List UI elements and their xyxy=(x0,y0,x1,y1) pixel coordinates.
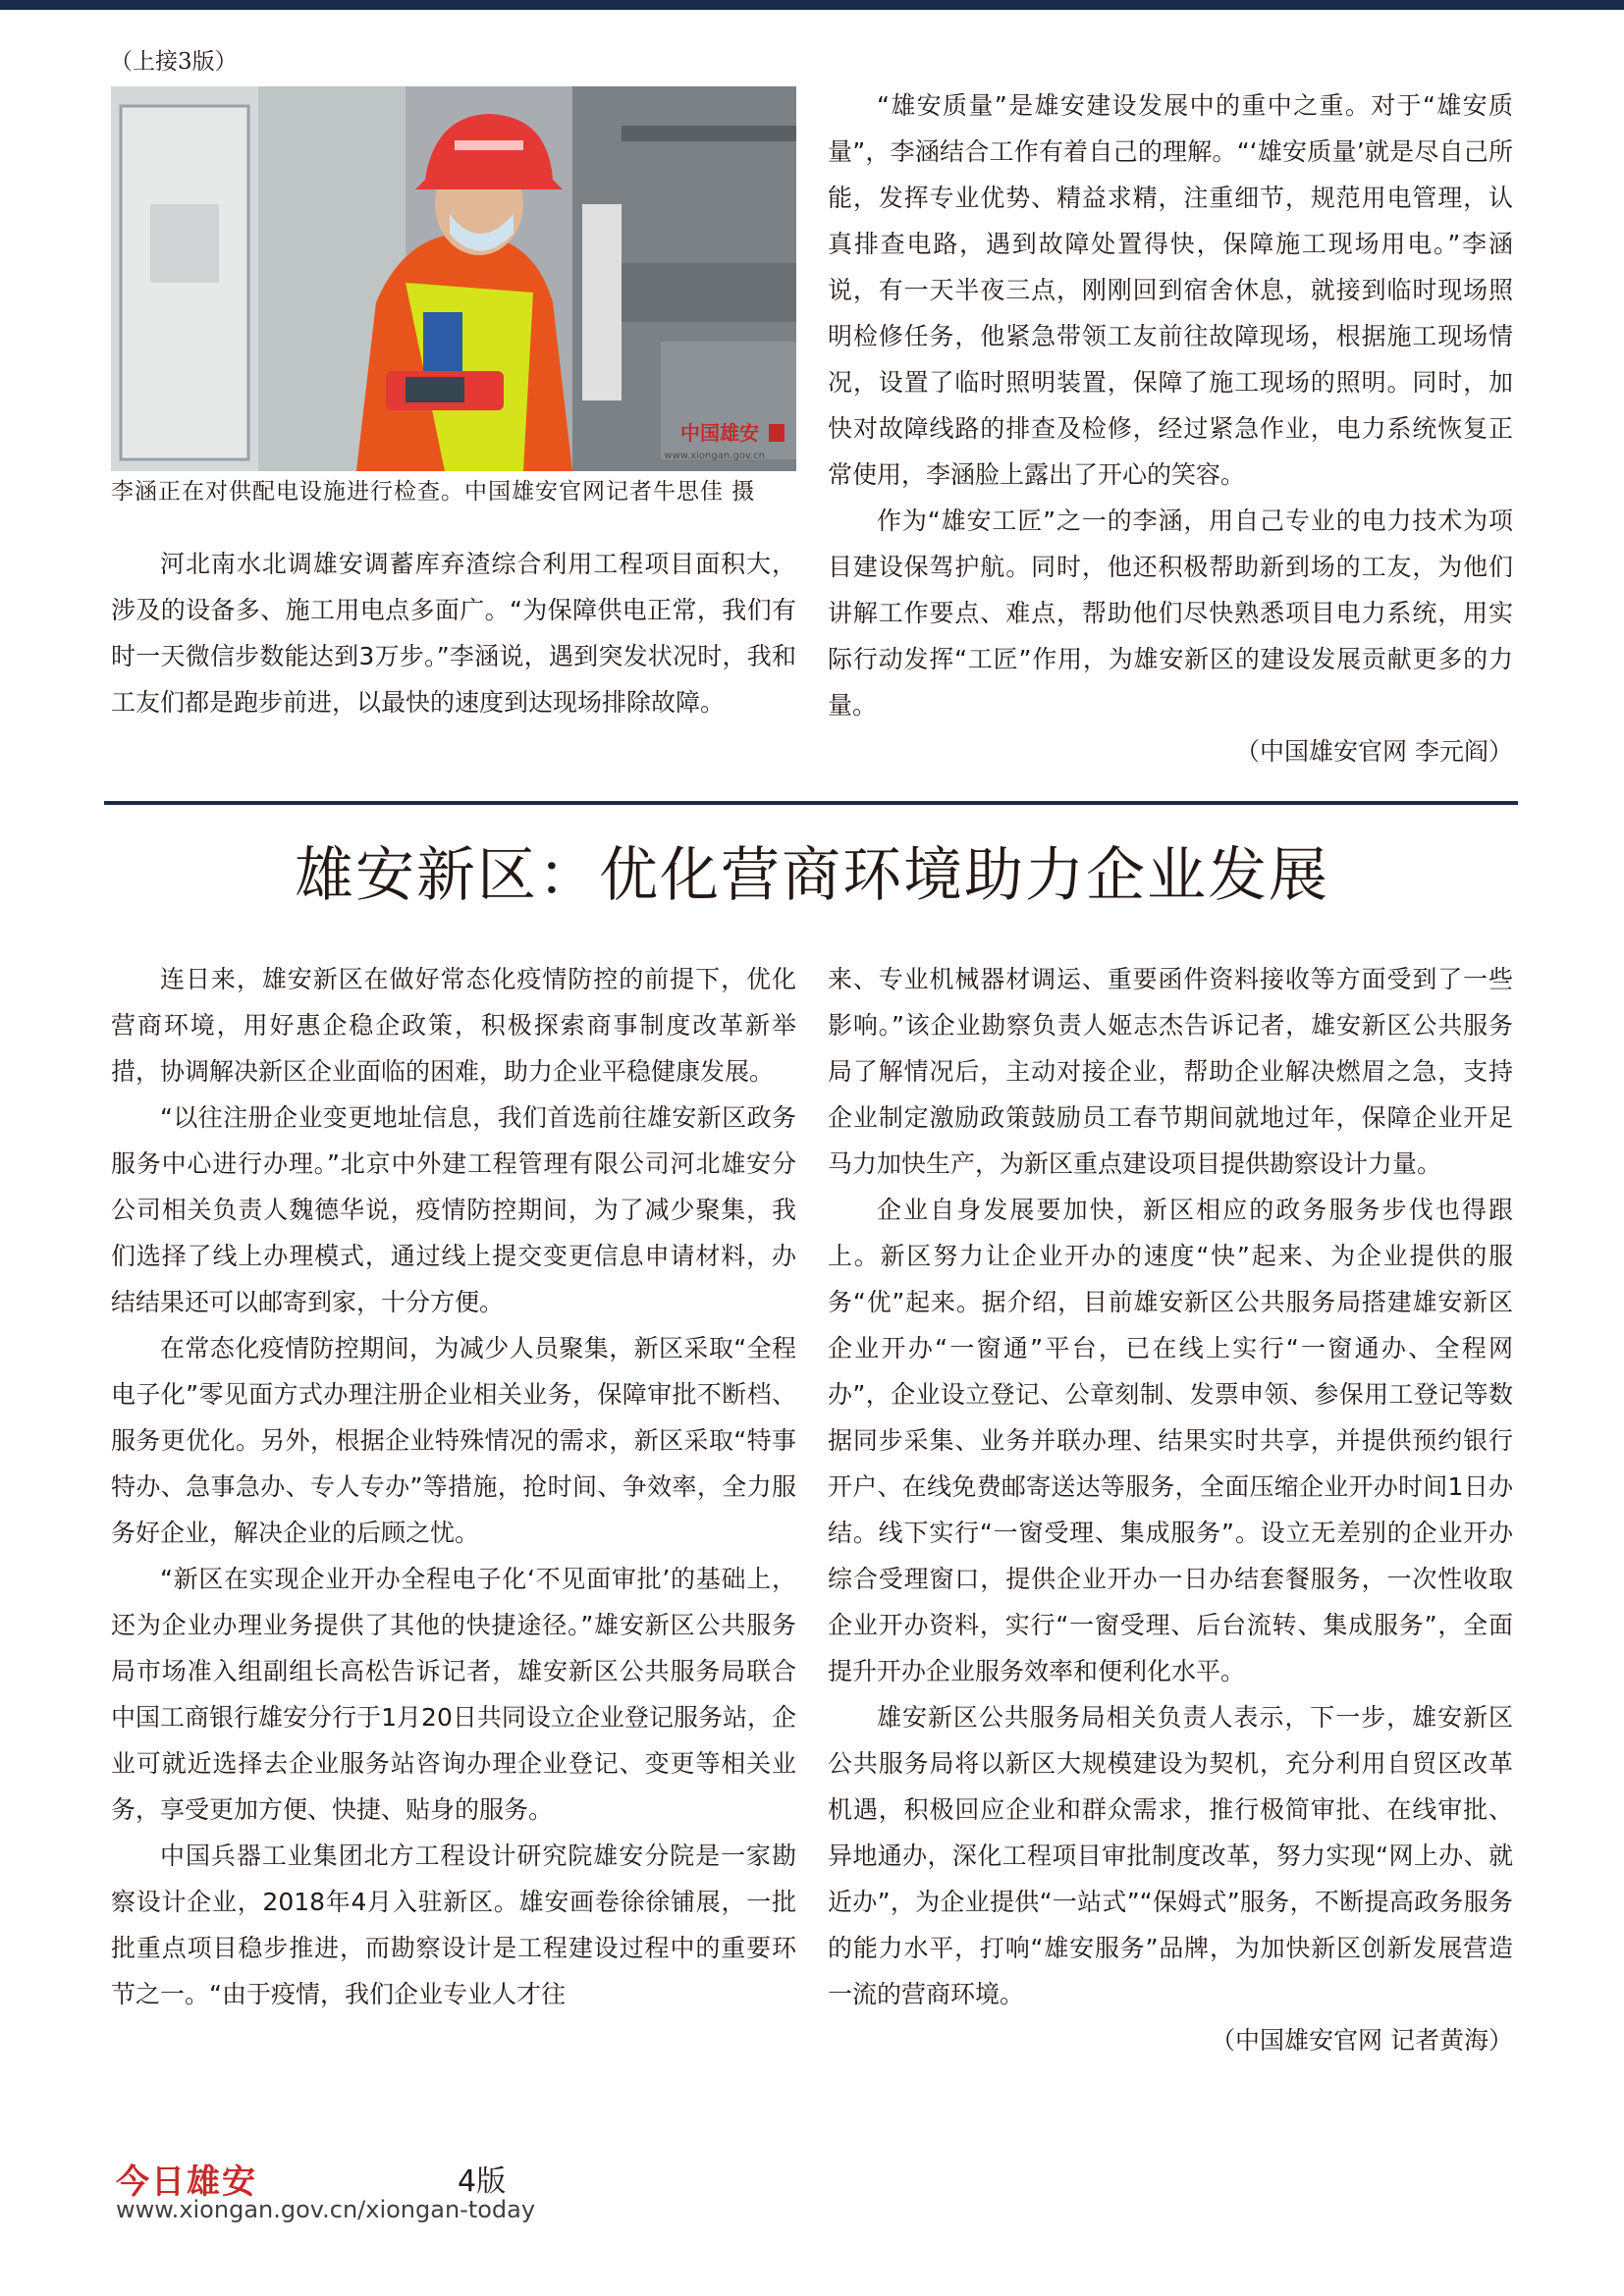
story2-credit: （中国雄安官网 记者黄海） xyxy=(1211,2026,1513,2055)
top-color-bar xyxy=(0,0,1624,10)
photo-watermark-seal xyxy=(769,424,785,442)
story2-headline: 雄安新区：优化营商环境助力企业发展 xyxy=(295,841,1329,910)
news-photo xyxy=(111,86,796,471)
continued-from-label: （上接3版） xyxy=(110,49,238,75)
worker-photo-illustration xyxy=(111,86,796,471)
photo-caption: 李涵正在对供配电设施进行检查。中国雄安官网记者牛思佳 摄 xyxy=(111,479,756,505)
story2-paragraph-continued: 来、专业机械器材调运、重要函件资料接收等方面受到了一些影响。”该企业勘察负责人姬志杰告诉记者，雄安新区公共服务局了解情况后，主动对接企业，帮助企业解决燃眉之急，支持企业制定激励政策鼓励员工春节期间就地过年，保障企业开足马力加快生产，为新区重点建设项目提供勘察设计力量。 xyxy=(828,965,1513,1178)
photo-watermark-url: www.xiongan.gov.cn xyxy=(664,451,765,461)
story1-paragraph: 作为“雄安工匠”之一的李涵，用自己专业的电力技术为项目建设保驾护航。同时，他还积极帮助新到场的工友，为他们讲解工作要点、难点，帮助他们尽快熟悉项目电力系统，用实际行动发挥“工匠”作用，为雄安新区的建设发展贡献更多的力量。 xyxy=(828,507,1513,720)
photo-watermark-title: 中国雄安 xyxy=(680,421,759,445)
story2-paragraph: 在常态化疫情防控期间，为减少人员聚集，新区采取“全程电子化”零见面方式办理注册企业相关业务，保障审批不断档、服务更优化。另外，根据企业特殊情况的需求，新区采取“特事特办、急事急办、专人专办”等措施，抢时间、争效率，全力服务好企业，解决企业的后顾之忧。 xyxy=(111,1334,796,1547)
story2-column-right xyxy=(828,956,1513,2063)
story2-paragraph: 雄安新区公共服务局相关负责人表示，下一步，雄安新区公共服务局将以新区大规模建设为契机，充分利用自贸区改革机遇，积极回应企业和群众需求，推行极简审批、在线审批、异地通办，深化工程项目审批制度改革，努力实现“网上办、就近办”，为企业提供“一站式”“保姆式”服务，不断提高政务服务的能力水平，打响“雄安服务”品牌，为加快新区创新发展营造一流的营商环境。 xyxy=(828,1703,1513,2008)
story1-column-right xyxy=(828,82,1513,774)
story1-paragraph: “雄安质量”是雄安建设发展中的重中之重。对于“雄安质量”，李涵结合工作有着自己的理解。“‘雄安质量’就是尽自己所能，发挥专业优势、精益求精，注重细节，规范用电管理，认真排查电路，遇到故障处置得快，保障施工现场用电。”李涵说，有一天半夜三点，刚刚回到宿舍休息，就接到临时现场照明检修任务，他紧急带领工友前往故障现场，根据施工现场情况，设置了临时照明装置，保障了施工现场的照明。同时，加快对故障线路的排查及检修，经过紧急作业，电力系统恢复正常使用，李涵脸上露出了开心的笑容。 xyxy=(828,91,1513,489)
story2-paragraph: “新区在实现企业开办全程电子化‘不见面审批’的基础上，还为企业办理业务提供了其他的快捷途径。”雄安新区公共服务局市场准入组副组长高松告诉记者，雄安新区公共服务局联合中国工商银行雄安分行于1月20日共同设立企业登记服务站，企业可就近选择去企业服务站咨询办理企业登记、变更等相关业务，享受更加方便、快捷、贴身的服务。 xyxy=(111,1565,796,1824)
section-divider xyxy=(104,801,1518,805)
story2-paragraph: 中国兵器工业集团北方工程设计研究院雄安分院是一家勘察设计企业，2018年4月入驻新区。雄安画卷徐徐铺展，一批批重点项目稳步推进，而勘察设计是工程建设过程中的重要环节之一。“由于疫情，我们企业专业人才往 xyxy=(111,1842,796,2008)
story2-paragraph: 企业自身发展要加快，新区相应的政务服务步伐也得跟上。新区努力让企业开办的速度“快”起来、为企业提供的服务“优”起来。据介绍，目前雄安新区公共服务局搭建雄安新区企业开办“一窗通”平台，已在线上实行“一窗通办、全程网办”，企业设立登记、公章刻制、发票申领、参保用工登记等数据同步采集、业务并联办理、结果实时共享，并提供预约银行开户、在线免费邮寄送达等服务，全面压缩企业开办时间1日办结。线下实行“一窗受理、集成服务”。设立无差别的企业开办综合受理窗口，提供企业开办一日办结套餐服务，一次性收取企业开办资料，实行“一窗受理、后台流转、集成服务”，全面提升开办企业服务效率和便利化水平。 xyxy=(828,1196,1513,1685)
story1-paragraph: 河北南水北调雄安调蓄库弃渣综合利用工程项目面积大，涉及的设备多、施工用电点多面广。“为保障供电正常，我们有时一天微信步数能达到3万步。”李涵说，遇到突发状况时，我和工友们都是跑步前进，以最快的速度到达现场排除故障。 xyxy=(111,550,796,717)
story1-column-left xyxy=(111,541,796,725)
story2-paragraph: 连日来，雄安新区在做好常态化疫情防控的前提下，优化营商环境，用好惠企稳企政策，积极探索商事制度改革新举措，协调解决新区企业面临的困难，助力企业平稳健康发展。 xyxy=(111,965,796,1086)
footer-url: www.xiongan.gov.cn/xiongan-today xyxy=(116,2196,536,2223)
page-number: 4版 xyxy=(458,2164,507,2199)
story2-column-left xyxy=(111,956,796,2017)
publication-logo: 今日雄安 xyxy=(116,2163,257,2202)
story1-credit: （中国雄安官网 李元阎） xyxy=(1235,737,1513,766)
story2-paragraph: “以往注册企业变更地址信息，我们首选前往雄安新区政务服务中心进行办理。”北京中外建工程管理有限公司河北雄安分公司相关负责人魏德华说，疫情防控期间，为了减少聚集，我们选择了线上办理模式，通过线上提交变更信息申请材料，办结结果还可以邮寄到家，十分方便。 xyxy=(111,1103,796,1316)
